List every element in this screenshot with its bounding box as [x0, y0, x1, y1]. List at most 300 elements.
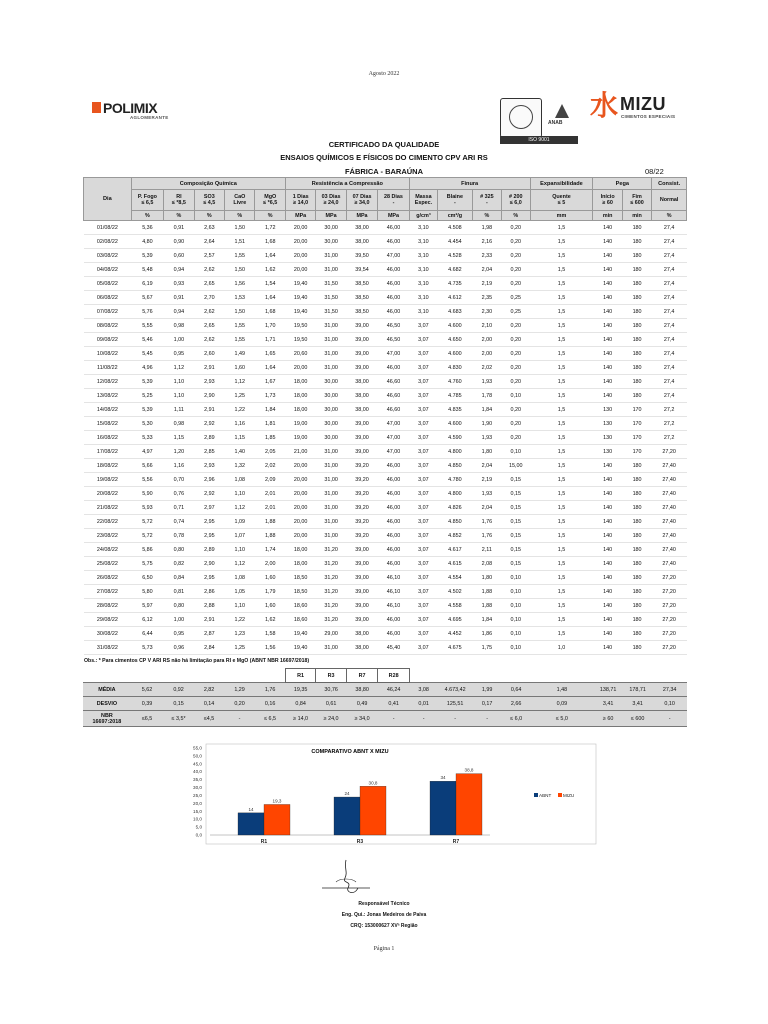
iso-tag: ISO 9001	[500, 136, 578, 144]
table-cell: 31,20	[316, 557, 346, 571]
row-date: 29/08/22	[84, 613, 132, 627]
table-cell: 140	[593, 571, 622, 585]
table-cell: 21,00	[285, 445, 315, 459]
stddev-cell: 0,15	[163, 697, 194, 711]
table-cell: 1,80	[472, 445, 501, 459]
row-date: 15/08/22	[84, 417, 132, 431]
mean-cell: 2,82	[194, 683, 225, 697]
polimix-logo	[92, 100, 192, 122]
table-cell: 39,50	[346, 249, 377, 263]
table-cell: 46,50	[378, 333, 409, 347]
signature-crq: CRQ: 153000627 XVª Região	[350, 923, 418, 929]
table-cell: 1,5	[530, 305, 593, 319]
table-cell: 6,12	[131, 613, 163, 627]
table-cell: 27,4	[652, 347, 687, 361]
table-cell: 18,60	[285, 613, 315, 627]
table-cell: 0,20	[502, 235, 530, 249]
table-cell: 46,00	[378, 235, 409, 249]
table-cell: 27,4	[652, 333, 687, 347]
row-date: 27/08/22	[84, 585, 132, 599]
table-cell: 180	[622, 473, 651, 487]
table-cell: 2,65	[194, 277, 224, 291]
table-cell: 27,20	[652, 571, 687, 585]
table-cell: 3,10	[409, 277, 437, 291]
table-cell: 3,10	[409, 249, 437, 263]
table-cell: 27,4	[652, 361, 687, 375]
table-cell: 46,00	[378, 529, 409, 543]
mean-cell: 178,71	[623, 683, 652, 697]
unit-header: %	[164, 211, 194, 221]
table-cell: 2,96	[194, 473, 224, 487]
table-cell: 140	[593, 473, 622, 487]
table-cell: 1,5	[530, 277, 593, 291]
bar-abnt-r7	[430, 781, 456, 835]
table-cell: 1,64	[255, 249, 285, 263]
table-cell: 1,54	[255, 277, 285, 291]
row-date: 02/08/22	[84, 235, 132, 249]
table-cell: 140	[593, 389, 622, 403]
table-cell: 180	[622, 641, 651, 655]
mean-cell: 19,35	[285, 683, 316, 697]
table-cell: 180	[622, 333, 651, 347]
table-cell: 1,10	[225, 487, 255, 501]
bar-abnt-r1	[238, 813, 264, 835]
table-cell: 1,5	[530, 389, 593, 403]
table-cell: 18,00	[285, 543, 315, 557]
table-cell: 2,09	[255, 473, 285, 487]
table-cell: 1,68	[255, 305, 285, 319]
table-cell: 1,0	[530, 641, 593, 655]
comparison-chart	[190, 738, 598, 846]
table-cell: 27,20	[652, 585, 687, 599]
table-cell: 0,20	[502, 333, 530, 347]
table-cell: 3,07	[409, 515, 437, 529]
y-tick-label: 0,0	[195, 832, 202, 838]
polimix-logo-sub: AGLOMERANTE	[130, 115, 169, 120]
table-cell: 0,15	[502, 543, 530, 557]
table-cell: 39,00	[346, 557, 377, 571]
table-cell: 2,08	[472, 557, 501, 571]
table-cell: 1,55	[225, 249, 255, 263]
r-label: R7	[346, 669, 378, 683]
table-cell: 0,15	[502, 487, 530, 501]
table-cell: 3,07	[409, 585, 437, 599]
stddev-cell: 0,39	[131, 697, 164, 711]
table-cell: 180	[622, 599, 651, 613]
table-cell: 39,20	[346, 501, 377, 515]
table-cell: 140	[593, 291, 622, 305]
table-cell: 1,53	[225, 291, 255, 305]
row-date: 23/08/22	[84, 529, 132, 543]
stddev-cell: 0,84	[285, 697, 316, 711]
table-cell: 0,10	[502, 627, 530, 641]
table-cell: 1,60	[255, 599, 285, 613]
table-row	[84, 613, 687, 627]
table-cell: 47,00	[378, 347, 409, 361]
table-cell: 4.735	[438, 277, 473, 291]
table-cell: 1,60	[255, 571, 285, 585]
table-cell: 0,15	[502, 473, 530, 487]
table-cell: 0,20	[502, 249, 530, 263]
mean-cell: 27,34	[652, 683, 687, 697]
table-cell: 39,00	[346, 543, 377, 557]
table-cell: 1,72	[255, 221, 285, 235]
table-cell: 38,50	[346, 277, 377, 291]
table-cell: 3,10	[409, 263, 437, 277]
table-cell: 2,65	[194, 319, 224, 333]
table-cell: 19,50	[285, 319, 315, 333]
table-cell: 46,60	[378, 403, 409, 417]
table-cell: 46,00	[378, 221, 409, 235]
table-cell: 2,93	[194, 375, 224, 389]
anab-text: ANAB	[548, 120, 563, 126]
legend-swatch-abnt	[534, 793, 538, 797]
table-row	[84, 249, 687, 263]
table-cell: 1,88	[472, 585, 501, 599]
table-cell: 0,98	[164, 417, 194, 431]
bar-mizu-r3	[360, 786, 386, 835]
table-cell: 1,5	[530, 361, 593, 375]
unit-header: mm	[530, 211, 593, 221]
nbr-cell: -	[409, 711, 437, 727]
table-cell: 5,46	[131, 333, 163, 347]
table-cell: 1,73	[255, 389, 285, 403]
table-cell: 180	[622, 613, 651, 627]
row-date: 25/08/22	[84, 557, 132, 571]
table-cell: 20,00	[285, 361, 315, 375]
table-cell: 1,5	[530, 403, 593, 417]
bar-value-label: 24	[344, 791, 350, 797]
table-cell: 3,07	[409, 375, 437, 389]
mean-cell: 138,71	[593, 683, 622, 697]
table-cell: 39,00	[346, 445, 377, 459]
table-cell: 19,00	[285, 417, 315, 431]
table-cell: 180	[622, 571, 651, 585]
table-cell: 27,4	[652, 235, 687, 249]
table-cell: 4.558	[438, 599, 473, 613]
table-cell: 27,40	[652, 459, 687, 473]
bar-value-label: 14	[248, 806, 254, 812]
table-cell: 1,51	[225, 235, 255, 249]
table-cell: 180	[622, 361, 651, 375]
row-date: 08/08/22	[84, 319, 132, 333]
table-cell: 1,12	[225, 557, 255, 571]
table-cell: 0,20	[502, 431, 530, 445]
stddev-cell: 3,41	[593, 697, 622, 711]
table-cell: 18,00	[285, 557, 315, 571]
col-group-expansion: Expansibilidade	[530, 178, 593, 190]
table-cell: 20,00	[285, 459, 315, 473]
table-cell: 46,50	[378, 319, 409, 333]
column-header: Fim ≤ 600	[622, 190, 651, 211]
table-row	[84, 557, 687, 571]
row-date: 26/08/22	[84, 571, 132, 585]
table-cell: 2,00	[255, 557, 285, 571]
row-date: 09/08/22	[84, 333, 132, 347]
table-cell: 1,5	[530, 627, 593, 641]
table-cell: 30,00	[316, 431, 346, 445]
table-cell: 180	[622, 221, 651, 235]
table-cell: 31,50	[316, 277, 346, 291]
table-cell: 1,16	[225, 417, 255, 431]
table-cell: 4.502	[438, 585, 473, 599]
table-cell: 140	[593, 529, 622, 543]
table-cell: 1,5	[530, 585, 593, 599]
table-cell: 46,10	[378, 571, 409, 585]
table-cell: 0,82	[164, 557, 194, 571]
table-cell: 5,25	[131, 389, 163, 403]
table-cell: 3,07	[409, 543, 437, 557]
table-cell: 2,63	[194, 221, 224, 235]
table-cell: 2,04	[472, 459, 501, 473]
table-cell: 0,10	[502, 571, 530, 585]
table-cell: 1,50	[225, 305, 255, 319]
row-date: 21/08/22	[84, 501, 132, 515]
table-cell: 31,00	[316, 445, 346, 459]
statistics-table	[83, 668, 687, 727]
mean-cell: 5,62	[131, 683, 164, 697]
unit-header: %	[255, 211, 285, 221]
column-header: # 200 ≤ 6,0	[502, 190, 530, 211]
table-row	[84, 347, 687, 361]
table-cell: 38,00	[346, 235, 377, 249]
table-cell: 27,40	[652, 515, 687, 529]
signature-name: Eng. Qui.: Jonas Medeiros de Paiva	[341, 912, 427, 918]
nbr-cell: ≥ 24,0	[316, 711, 347, 727]
table-cell: 1,5	[530, 249, 593, 263]
table-cell: 31,20	[316, 599, 346, 613]
table-cell: 0,20	[502, 277, 530, 291]
col-group-fineness: Finura	[409, 178, 530, 190]
table-cell: 0,15	[502, 557, 530, 571]
table-cell: 140	[593, 319, 622, 333]
table-cell: 0,10	[502, 613, 530, 627]
table-cell: 1,10	[164, 389, 194, 403]
y-tick-label: 25,0	[193, 792, 202, 798]
table-cell: 1,79	[255, 585, 285, 599]
table-cell: 1,62	[255, 263, 285, 277]
table-cell: 20,00	[285, 235, 315, 249]
table-cell: 1,88	[255, 529, 285, 543]
table-cell: 1,11	[164, 403, 194, 417]
table-cell: 1,5	[530, 543, 593, 557]
unit-header: g/cm³	[409, 211, 437, 221]
table-cell: 0,20	[502, 263, 530, 277]
column-header: Normal	[652, 190, 687, 211]
table-cell: 130	[593, 417, 622, 431]
table-cell: 5,56	[131, 473, 163, 487]
table-cell: 39,00	[346, 585, 377, 599]
nbr-cell: -	[224, 711, 255, 727]
table-cell: 180	[622, 515, 651, 529]
table-cell: 0,10	[502, 641, 530, 655]
table-cell: 1,84	[255, 403, 285, 417]
document-subtitle: ENSAIOS QUÍMICOS E FÍSICOS DO CIMENTO CPV ARI RS	[280, 153, 488, 162]
table-cell: 19,40	[285, 291, 315, 305]
unit-header: %	[225, 211, 255, 221]
table-cell: 2,04	[472, 263, 501, 277]
nbr-limits-row	[83, 711, 687, 727]
table-cell: 5,93	[131, 501, 163, 515]
table-cell: 180	[622, 459, 651, 473]
page-number: Página 1	[373, 946, 395, 952]
table-cell: 1,93	[472, 487, 501, 501]
table-cell: 0,20	[502, 361, 530, 375]
table-cell: 1,32	[225, 459, 255, 473]
table-row	[84, 361, 687, 375]
data-body	[84, 221, 687, 655]
unit-header: %	[502, 211, 530, 221]
table-cell: 1,75	[472, 641, 501, 655]
unit-header: MPa	[316, 211, 346, 221]
table-cell: 0,74	[164, 515, 194, 529]
table-row	[84, 375, 687, 389]
certification-badges	[500, 98, 580, 146]
mean-row	[83, 683, 687, 697]
stddev-cell: 0,20	[224, 697, 255, 711]
table-cell: 0,71	[164, 501, 194, 515]
table-cell: 1,10	[164, 375, 194, 389]
column-header: P. Fogo ≤ 6,5	[131, 190, 163, 211]
header-date: Agosto 2022	[368, 71, 400, 77]
table-cell: 5,67	[131, 291, 163, 305]
table-cell: 2,33	[472, 249, 501, 263]
table-cell: 4.835	[438, 403, 473, 417]
table-cell: 1,98	[472, 221, 501, 235]
table-cell: 46,00	[378, 277, 409, 291]
table-cell: 3,07	[409, 459, 437, 473]
mean-label: MÉDIA	[83, 683, 131, 697]
col-group-consistency: Consist.	[652, 178, 687, 190]
table-cell: 180	[622, 529, 651, 543]
row-date: 12/08/22	[84, 375, 132, 389]
table-cell: 46,60	[378, 389, 409, 403]
y-tick-label: 50,0	[193, 753, 202, 759]
table-cell: 3,07	[409, 627, 437, 641]
table-cell: 39,00	[346, 347, 377, 361]
observation-note: Obs.: * Para cimentos CP V ARI RS não há limitação para RI e MgO (ABNT NBR 16697/2018)	[84, 658, 310, 664]
table-cell: 2,90	[194, 389, 224, 403]
table-cell: 140	[593, 641, 622, 655]
mean-cell: 0,64	[502, 683, 530, 697]
row-date: 03/08/22	[84, 249, 132, 263]
table-cell: 1,10	[225, 543, 255, 557]
table-cell: 2,90	[194, 557, 224, 571]
table-cell: 47,00	[378, 445, 409, 459]
row-date: 04/08/22	[84, 263, 132, 277]
legend-swatch-mizu	[558, 793, 562, 797]
table-cell: 46,10	[378, 599, 409, 613]
table-cell: 1,65	[255, 347, 285, 361]
nbr-cell: ≤ 6,5	[255, 711, 286, 727]
table-cell: 2,91	[194, 361, 224, 375]
stddev-label: DESVIO	[83, 697, 131, 711]
table-cell: 1,84	[472, 613, 501, 627]
col-group-dia: Dia	[84, 178, 132, 221]
table-cell: 2,60	[194, 347, 224, 361]
table-cell: 0,10	[502, 599, 530, 613]
table-cell: 31,00	[316, 361, 346, 375]
table-cell: 1,5	[530, 375, 593, 389]
table-row	[84, 221, 687, 235]
table-cell: 0,15	[502, 501, 530, 515]
row-date: 28/08/22	[84, 599, 132, 613]
table-cell: 20,00	[285, 473, 315, 487]
table-cell: 31,00	[316, 529, 346, 543]
table-cell: 140	[593, 543, 622, 557]
table-cell: 1,12	[164, 361, 194, 375]
table-row	[84, 417, 687, 431]
bar-value-label: 38,8	[464, 767, 474, 773]
mean-cell: 1,99	[472, 683, 501, 697]
table-cell: 4.850	[438, 459, 473, 473]
table-cell: 2,88	[194, 599, 224, 613]
table-cell: 47,00	[378, 417, 409, 431]
table-cell: 31,20	[316, 571, 346, 585]
column-header: 1 Dias ≥ 14,0	[285, 190, 315, 211]
table-cell: 38,00	[346, 221, 377, 235]
table-cell: 31,00	[316, 473, 346, 487]
table-cell: 3,07	[409, 599, 437, 613]
table-cell: 27,20	[652, 445, 687, 459]
legend-label: MIZU	[563, 793, 575, 798]
table-cell: 27,4	[652, 291, 687, 305]
table-cell: 4,80	[131, 235, 163, 249]
table-cell: 4.617	[438, 543, 473, 557]
column-header: 07 Dias ≥ 34,0	[346, 190, 377, 211]
table-cell: 1,07	[225, 529, 255, 543]
table-cell: 1,5	[530, 221, 593, 235]
table-cell: 18,00	[285, 389, 315, 403]
table-cell: 19,40	[285, 277, 315, 291]
table-cell: 2,19	[472, 473, 501, 487]
table-cell: 1,76	[472, 529, 501, 543]
table-cell: 140	[593, 249, 622, 263]
table-row	[84, 459, 687, 473]
table-cell: 1,5	[530, 291, 593, 305]
row-date: 13/08/22	[84, 389, 132, 403]
table-cell: 20,00	[285, 263, 315, 277]
table-cell: 39,00	[346, 361, 377, 375]
table-cell: 140	[593, 613, 622, 627]
table-cell: 20,00	[285, 501, 315, 515]
table-cell: 19,40	[285, 627, 315, 641]
table-cell: 1,10	[225, 599, 255, 613]
table-cell: 46,00	[378, 361, 409, 375]
y-tick-label: 35,0	[193, 777, 202, 783]
table-row	[84, 291, 687, 305]
table-cell: 1,5	[530, 263, 593, 277]
nbr-cell: ≤ 3,5*	[163, 711, 194, 727]
table-cell: 3,07	[409, 445, 437, 459]
table-cell: 2,89	[194, 431, 224, 445]
table-cell: 5,39	[131, 375, 163, 389]
polimix-logo-mark-icon	[92, 102, 101, 113]
table-cell: 6,44	[131, 627, 163, 641]
row-date: 11/08/22	[84, 361, 132, 375]
anab-mark-icon	[555, 104, 569, 118]
table-cell: 1,64	[255, 291, 285, 305]
table-cell: 2,64	[194, 235, 224, 249]
table-cell: 0,20	[502, 403, 530, 417]
unit-header: min	[593, 211, 622, 221]
table-cell: 4.454	[438, 235, 473, 249]
table-cell: 1,05	[225, 585, 255, 599]
y-tick-label: 5,0	[195, 824, 202, 830]
table-cell: 1,62	[255, 613, 285, 627]
table-cell: 3,07	[409, 347, 437, 361]
table-cell: 19,40	[285, 305, 315, 319]
